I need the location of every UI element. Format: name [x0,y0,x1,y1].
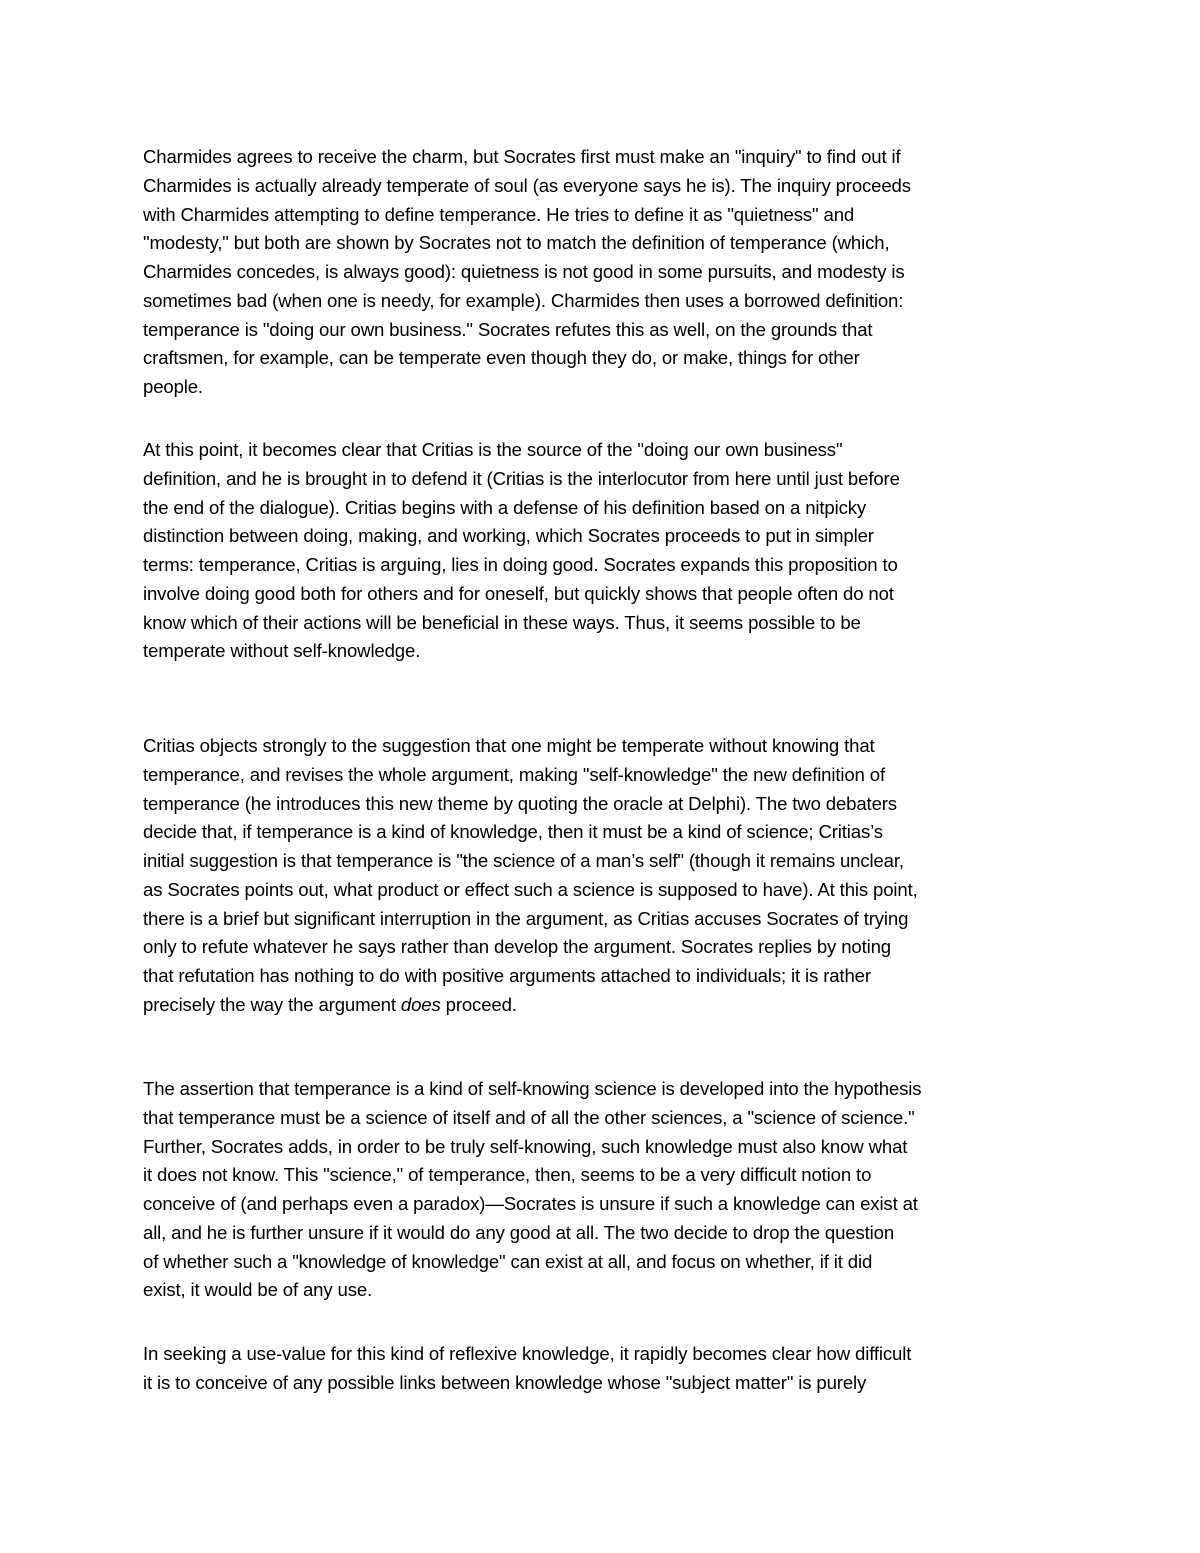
text-line: Charmides agrees to receive the charm, but Socrates first must make an "inquiry" to find out if [143,146,901,167]
text-line: Charmides concedes, is always good): quietness is not good in some pursuits, and modesty is [143,261,905,282]
paragraph-science-of-science [143,1075,1073,1305]
text-line: involve doing good both for others and for oneself, but quickly shows that people often do not [143,582,894,604]
text-line: as Socrates points out, what product or effect such a science is supposed to have). At this point, [143,878,918,900]
text-line: temperance (he introduces this new theme by quoting the oracle at Delphi). The two debaters [143,792,897,814]
text-line: it is to conceive of any possible links between knowledge whose "subject matter" is purely [143,1371,867,1393]
text-fragment: precisely the way the argument [143,993,401,1015]
text-fragment: proceed. [440,993,517,1015]
text-line: people. [143,376,203,397]
text-line: At this point, it becomes clear that Critias is the source of the "doing our own business" [143,439,843,460]
text-line: temperance, and revises the whole argument, making "self-knowledge" the new definition of [143,763,885,785]
text-line: that temperance must be a science of itself and of all the other sciences, a "science of science." [143,1106,915,1128]
text-line: all, and he is further unsure if it would do any good at all. The two decide to drop the question [143,1221,895,1243]
text-line-emphasis [143,991,1073,1020]
emphasized-word: does [400,993,441,1015]
text-line: initial suggestion is that temperance is "the science of a man’s self" (though it remains unclear, [143,850,904,871]
paragraph-self-knowledge [143,732,1073,1020]
text-line: know which of their actions will be beneficial in these ways. Thus, it seems possible to be [143,611,861,633]
paragraph-charmides-inquiry [143,143,1073,402]
text-line: temperate without self-knowledge. [143,640,421,662]
text-line: craftsmen, for example, can be temperate even though they do, or make, things for other [143,347,860,369]
text-line: distinction between doing, making, and working, which Socrates proceeds to put in simpler [143,525,874,547]
text-line: Critias objects strongly to the suggestion that one might be temperate without knowing that [143,735,875,756]
text-line: that refutation has nothing to do with positive arguments attached to individuals; it is rather [143,965,871,986]
paragraph-critias-defense [143,436,1073,666]
text-line: conceive of (and perhaps even a paradox)—Socrates is unsure if such a knowledge can exist at [143,1193,918,1214]
text-line: Further, Socrates adds, in order to be truly self-knowing, such knowledge must also know what [143,1135,908,1157]
text-line: exist, it would be of any use. [143,1279,373,1301]
paragraph-use-value [143,1340,1073,1398]
text-line: only to refute whatever he says rather than develop the argument. Socrates replies by noting [143,936,891,958]
text-line: with Charmides attempting to define temperance. He tries to define it as "quietness" and [143,203,855,225]
text-line: terms: temperance, Critias is arguing, lies in doing good. Socrates expands this proposition to [143,554,898,575]
text-line: it does not know. This "science," of temperance, then, seems to be a very difficult notion to [143,1164,872,1186]
text-line: "modesty," but both are shown by Socrates not to match the definition of temperance (which, [143,232,890,254]
text-line: definition, and he is brought in to defend it (Critias is the interlocutor from here until just before [143,467,900,489]
text-line: there is a brief but significant interruption in the argument, as Critias accuses Socrates of trying [143,907,909,929]
text-line: decide that, if temperance is a kind of knowledge, then it must be a kind of science; Critias’s [143,821,883,843]
text-line: temperance is "doing our own business." Socrates refutes this as well, on the grounds that [143,318,873,340]
text-line: of whether such a "knowledge of knowledge" can exist at all, and focus on whether, if it did [143,1250,873,1272]
text-line: the end of the dialogue). Critias begins with a defense of his definition based on a nitpicky [143,496,867,518]
text-line: Charmides is actually already temperate of soul (as everyone says he is). The inquiry proceeds [143,174,911,196]
text-line: In seeking a use-value for this kind of reflexive knowledge, it rapidly becomes clear how difficult [143,1343,912,1364]
text-line: The assertion that temperance is a kind of self-knowing science is developed into the hypothesis [143,1078,922,1099]
text-line: sometimes bad (when one is needy, for example). Charmides then uses a borrowed definition: [143,289,904,311]
